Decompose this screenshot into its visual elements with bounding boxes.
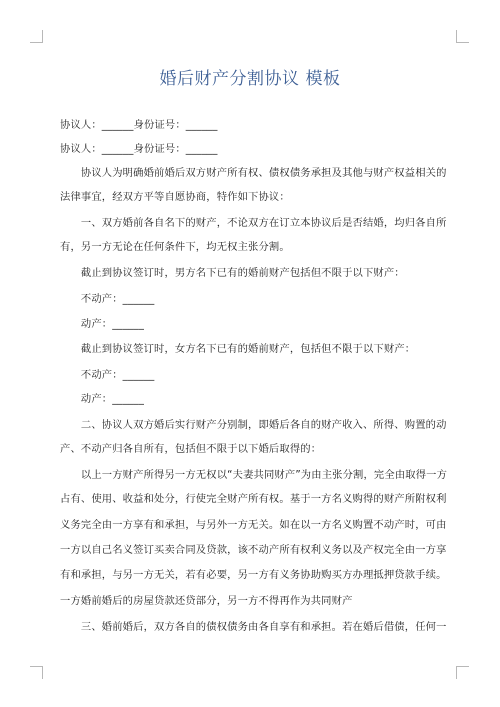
body-line: 一、双方婚前各自名下的财产，不论双方在订立本协议后是否结婚，均归各自所 (60, 217, 447, 229)
body-line: 以上一方财产所得另一方无权以“夫妻共同财产”为由主张分割，完全由取得一方 (60, 469, 448, 481)
real-estate-field: 不动产：______ (60, 293, 155, 305)
party-b-line: 协议人：______身份证号：______ (60, 143, 218, 155)
movable-property-field: 动产：______ (60, 393, 145, 405)
body-line: 有，另一方无论在任何条件下，均无权主张分割。 (60, 241, 290, 253)
crop-mark-top-right (456, 30, 469, 43)
body-line: 截止到协议签订时，男方名下已有的婚前财产包括但不限于以下财产： (60, 267, 405, 279)
crop-mark-top-left (30, 30, 43, 43)
body-line: 协议人为明确婚前婚后双方财产所有权、债权债务承担及其他与财产权益相关的 (60, 167, 447, 179)
body-line: 二、协议人双方婚后实行财产分别制，即婚后各自的财产收入、所得、购置的动 (60, 419, 447, 431)
body-line: 法律事宜，经双方平等自愿协商，特作如下协议： (60, 191, 290, 203)
body-line: 截止到协议签订时，女方名下已有的婚前财产，包括但不限于以下财产： (60, 343, 416, 355)
body-line: 占有、使用、收益和处分，行使完全财产所有权。基于一方名义购得的财产所附权利 (60, 493, 447, 505)
body-line: 义务完全由一方享有和承担，与另外一方无关。如在以一方名义购置不动产时，可由 (60, 519, 447, 531)
body-line: 产、不动产归各自所有，包括但不限于以下婚后取得的： (60, 443, 322, 455)
real-estate-field: 不动产：______ (60, 369, 155, 381)
party-a-line: 协议人：______身份证号：______ (60, 119, 218, 131)
body-line: 三、婚前婚后，双方各自的债权债务由各自享有和承担。若在婚后借债，任何一 (60, 621, 447, 633)
movable-property-field: 动产：______ (60, 318, 145, 330)
body-line: 一方以自己名义签订买卖合同及贷款，该不动产所有权利义务以及产权完全由一方享 (60, 544, 447, 556)
body-line: 有和承担，与另一方无关，若有必要，另一方有义务协助购买方办理抵押贷款手续。 (60, 569, 447, 581)
document-title: 婚后财产分割协议 模板 (159, 69, 341, 89)
crop-mark-bottom-right (456, 666, 469, 679)
body-line: 一方婚前婚后的房屋贷款还贷部分，另一方不得再作为共同财产 (60, 595, 353, 607)
crop-mark-bottom-left (30, 666, 43, 679)
